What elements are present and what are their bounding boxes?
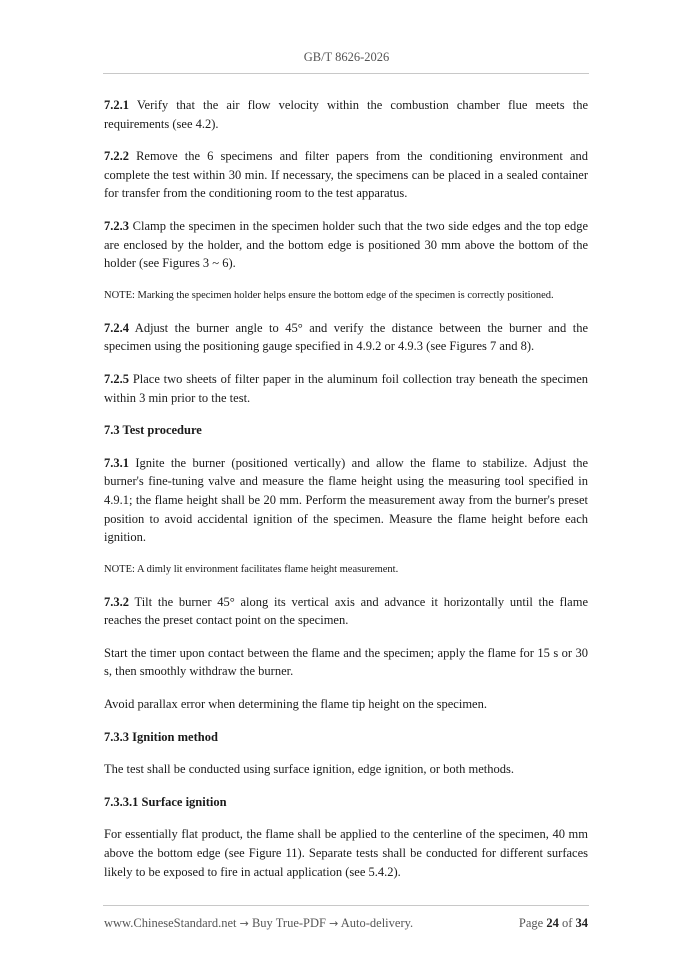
footer-links [104,916,413,931]
arrow-right-icon: → [239,917,249,930]
clause-text: Adjust the burner angle to 45° and verify the distance between the burner and the specimen using the positioning gauge specified in 4.9.2 or 4.9.3 (see Figures 7 and 8). [104,320,589,354]
page-number: 24 [546,916,559,930]
header-divider [103,73,589,74]
clause-number: 7.3.2 [104,594,129,609]
footer-delivery-text: Auto-delivery. [340,916,414,930]
section-heading-7-3: 7.3 Test procedure [104,423,202,438]
page-total: 34 [575,916,588,930]
page-indicator [519,916,588,931]
paragraph-parallax: Avoid parallax error when determining the flame tip height on the specimen. [104,697,487,712]
document-id: GB/T 8626-2026 [303,50,390,64]
clause-text: Tilt the burner 45° along its vertical axis and advance it horizontally until the flame reaches the preset contact point on the specimen. [104,594,588,628]
of-label: of [561,916,573,930]
document-header [0,50,693,65]
clause-text: Clamp the specimen in the specimen holder such that the two side edges and the top edge are enclosed by the holder, and the bottom edge is positioned 30 mm above the bottom of the holder (see Figures 3 ~ 6). [104,218,588,271]
footer-divider [103,905,589,906]
footer-site-link[interactable]: www.ChineseStandard.net [104,916,237,930]
note-dim-light: NOTE: A dimly lit environment facilitates flame height measurement. [104,563,399,575]
clause-number: 7.2.3 [104,218,129,233]
clause-7-2-2 [104,147,588,203]
clause-text: Place two sheets of filter paper in the aluminum foil collection tray beneath the specimen within 3 min prior to the test. [104,371,589,405]
document-body [104,96,588,895]
page-label: Page [518,916,544,930]
clause-number: 7.2.2 [104,149,129,164]
clause-7-2-3 [104,217,588,273]
footer-buy-link[interactable]: Buy True-PDF [251,916,326,930]
clause-text: Verify that the air flow velocity within the combustion chamber flue meets the requirements (see 4.2). [104,98,588,131]
clause-7-2-4 [104,319,588,356]
clause-number: 7.2.5 [104,371,129,386]
clause-number: 7.3.1 [104,455,129,470]
clause-text: Remove the 6 specimens and filter papers from the conditioning environment and complete the test within 30 min. If necessary, the specimens can be placed in a sealed container for transfer from the conditioning room to the test apparatus. [104,149,589,201]
clause-number: 7.2.1 [104,98,129,112]
paragraph-timer: Start the timer upon contact between the flame and the specimen; apply the flame for 15 s or 30 s, then smoothly withdraw the burner. [104,645,588,679]
section-heading-7-3-3: 7.3.3 Ignition method [104,729,218,744]
clause-7-3-2 [104,593,588,630]
paragraph-ignition-methods: The test shall be conducted using surface ignition, edge ignition, or both methods. [104,762,514,777]
clause-7-2-5 [104,370,588,407]
arrow-right-icon: → [329,917,339,930]
clause-number: 7.2.4 [104,320,129,335]
note-specimen-holder: NOTE: Marking the specimen holder helps ensure the bottom edge of the specimen is correctly positioned. [104,289,554,301]
clause-7-3-1 [104,454,588,547]
clause-7-2-1 [104,96,588,133]
section-heading-7-3-3-1: 7.3.3.1 Surface ignition [104,794,227,809]
clause-text: Ignite the burner (positioned vertically) and allow the flame to stabilize. Adjust the burner's fine-tuning valve and measure the flame height using the measuring tool specified in 4.9.1; the flame height shall be 20 mm. Perform the measurement away from the burner's preset position to avoid accidental ignition of the specimen. Measure the flame height before each ignition. [104,455,588,545]
paragraph-surface-ignition: For essentially flat product, the flame shall be applied to the centerline of the specimen, 40 mm above the bottom edge (see Figure 11). Separate tests shall be conducted for different surfaces likely to be exposed to fire in actual application (see 5.4.2). [104,827,588,879]
